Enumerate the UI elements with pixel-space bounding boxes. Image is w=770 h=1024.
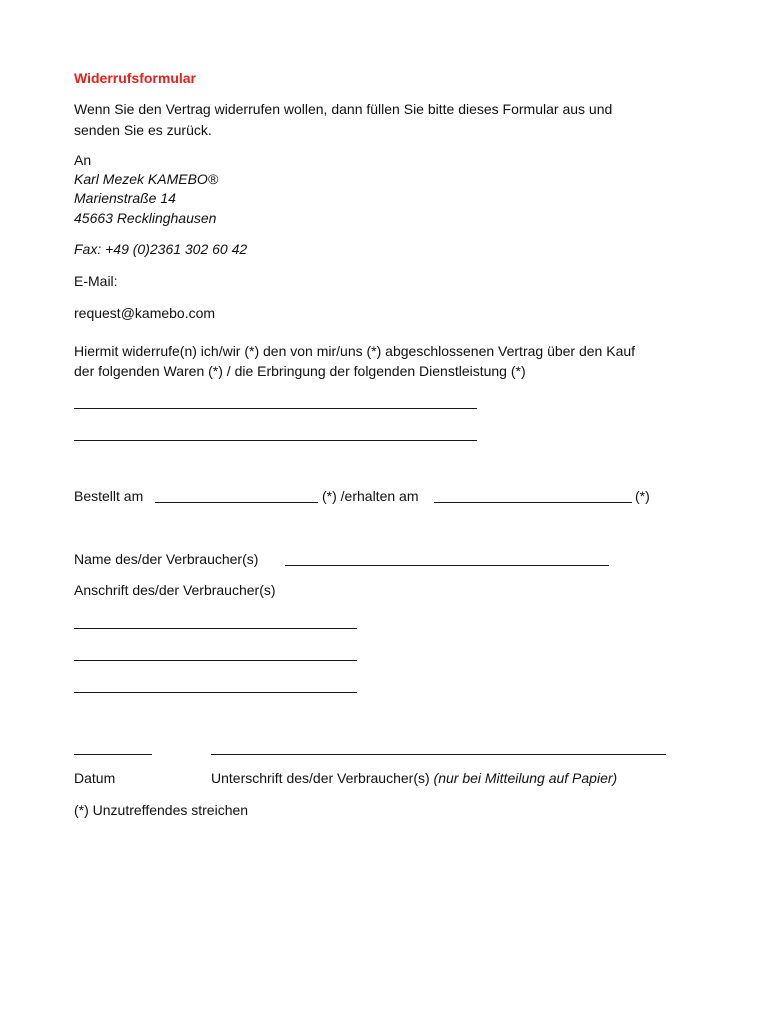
received-on-blank[interactable]: [434, 502, 632, 503]
consumer-name-blank[interactable]: [285, 565, 609, 566]
recipient-street: Marienstraße 14: [74, 190, 176, 206]
declaration-line-1: Hiermit widerrufe(n) ich/wir (*) den von mir/uns (*) abgeschlossenen Vertrag über den Kauf: [74, 343, 636, 359]
recipient-city: 45663 Recklinghausen: [74, 210, 217, 226]
goods-blank-line-2[interactable]: [74, 440, 477, 441]
recipient-to-label: An: [74, 152, 92, 168]
intro-line-2: senden Sie es zurück.: [74, 122, 212, 138]
address-blank-line-1[interactable]: [74, 628, 357, 629]
intro-line-1: Wenn Sie den Vertrag widerrufen wollen, dann füllen Sie bitte dieses Formular aus und: [74, 101, 613, 117]
signature-label: Unterschrift des/der Verbraucher(s): [211, 770, 430, 786]
goods-blank-line-1[interactable]: [74, 408, 477, 409]
date-label: Datum: [74, 770, 116, 786]
email-label: E-Mail:: [74, 273, 118, 289]
consumer-name-label: Name des/der Verbraucher(s): [74, 551, 259, 567]
email-address: request@kamebo.com: [74, 305, 216, 321]
declaration-line-2: der folgenden Waren (*) / die Erbringung der folgenden Dienstleistung (*): [74, 363, 526, 379]
signature-blank[interactable]: [211, 754, 666, 755]
signature-label-line: [211, 768, 617, 788]
received-on-label: (*) /erhalten am: [322, 488, 419, 504]
recipient-name: Karl Mezek KAMEBO®: [74, 171, 219, 187]
form-title: Widerrufsformular: [74, 70, 197, 86]
address-blank-line-2[interactable]: [74, 660, 357, 661]
consumer-address-label: Anschrift des/der Verbraucher(s): [74, 582, 276, 598]
ordered-on-label: Bestellt am: [74, 488, 144, 504]
footnote: (*) Unzutreffendes streichen: [74, 802, 249, 818]
recipient-fax: Fax: +49 (0)2361 302 60 42: [74, 241, 248, 257]
address-blank-line-3[interactable]: [74, 692, 357, 693]
date-blank[interactable]: [74, 754, 152, 755]
ordered-on-blank[interactable]: [155, 502, 318, 503]
received-on-marker: (*): [635, 488, 650, 504]
signature-note: (nur bei Mitteilung auf Papier): [433, 770, 618, 786]
